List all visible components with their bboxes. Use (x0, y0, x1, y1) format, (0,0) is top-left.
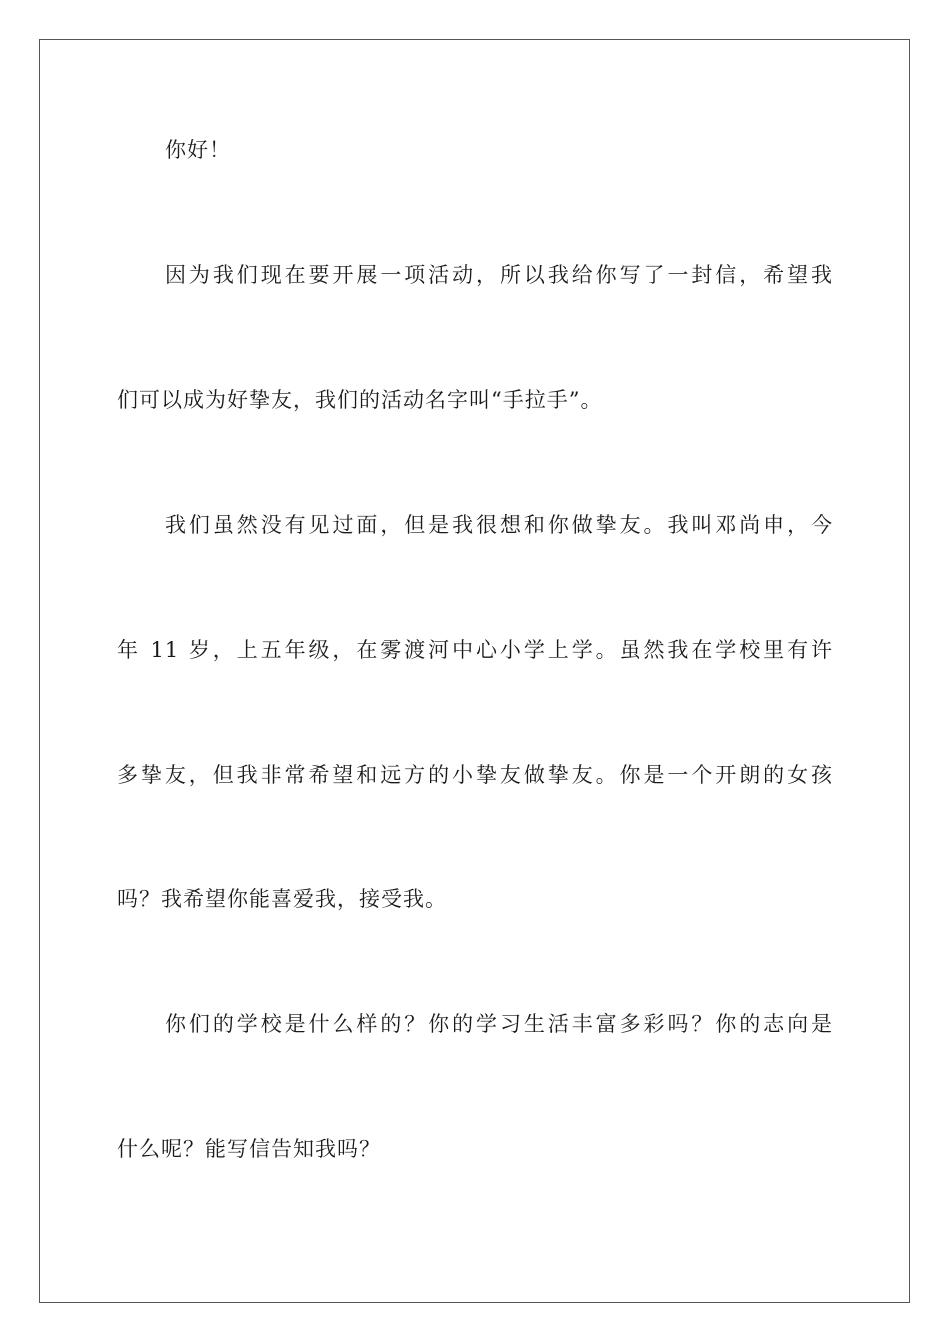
letter-line-5: 多挚友，但我非常希望和远方的小挚友做挚友。你是一个开朗的女孩 (117, 763, 833, 787)
letter-line-2: 们可以成为好挚友，我们的活动名字叫“手拉手”。 (117, 388, 603, 412)
letter-line-6: 吗？我希望你能喜爱我，接受我。 (117, 887, 447, 911)
letter-greeting: 你好！ (165, 138, 231, 162)
letter-line-3: 我们虽然没有见过面，但是我很想和你做挚友。我叫邓尚申，今 (165, 513, 833, 537)
letter-line-7: 你们的学校是什么样的？你的学习生活丰富多彩吗？你的志向是 (165, 1012, 833, 1036)
letter-line-8: 什么呢？能写信告知我吗？ (117, 1137, 381, 1161)
page-frame (39, 39, 910, 1303)
letter-line-4: 年 11 岁，上五年级，在雾渡河中心小学上学。虽然我在学校里有许 (117, 638, 833, 662)
letter-line-1: 因为我们现在要开展一项活动，所以我给你写了一封信，希望我 (165, 263, 833, 287)
